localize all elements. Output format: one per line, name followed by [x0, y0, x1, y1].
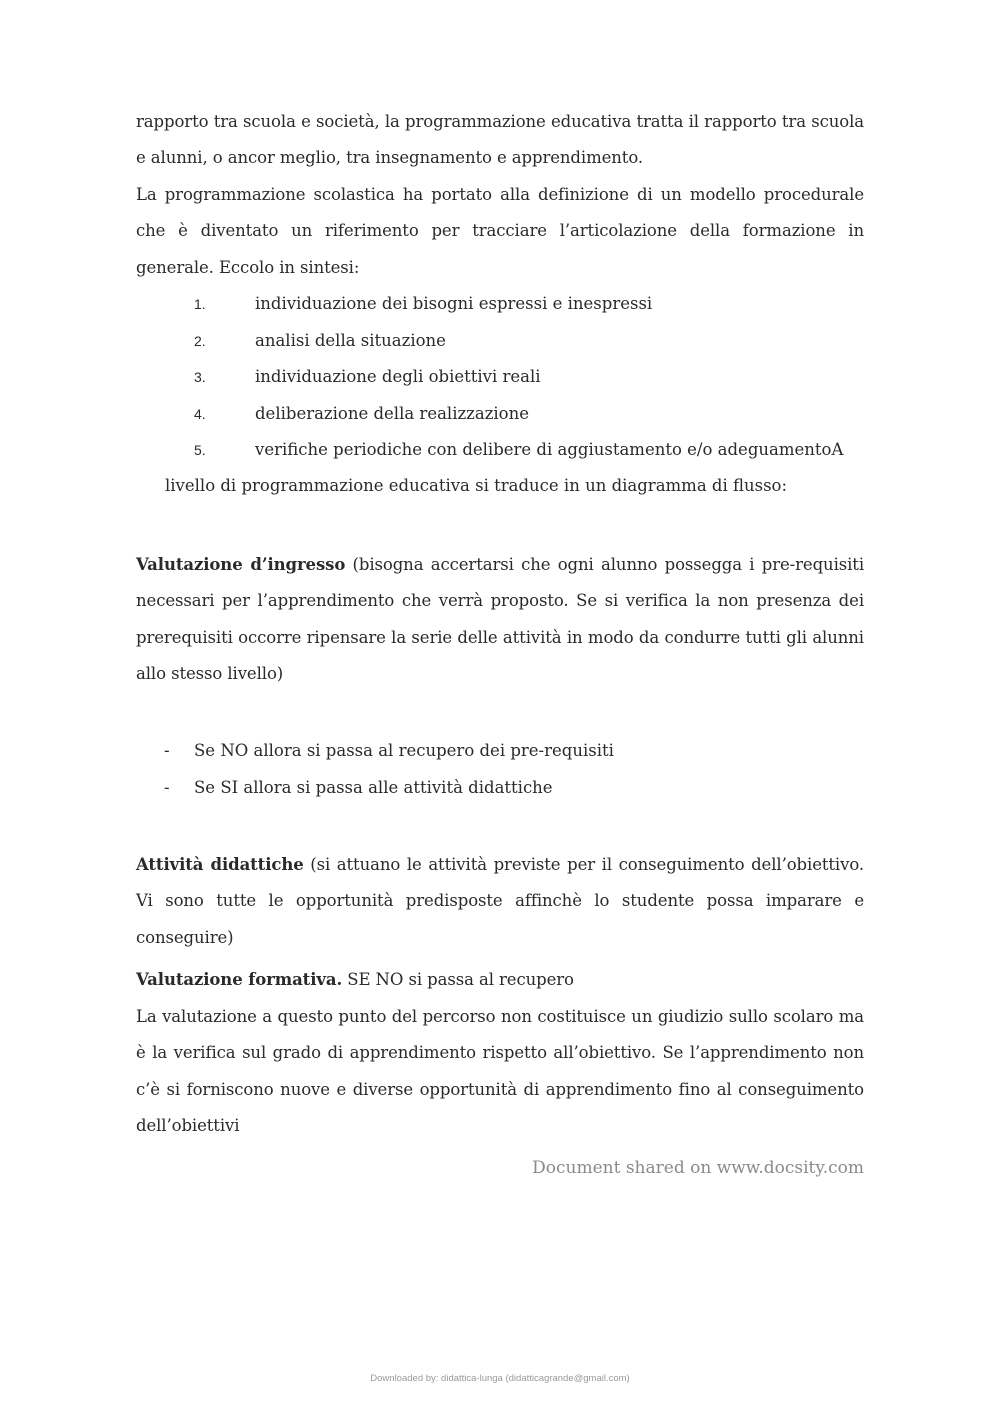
section-heading-valutazione-ingresso: Valutazione d’ingresso — [136, 555, 346, 574]
list-item-number: 4. — [194, 405, 206, 422]
procedure-steps-list — [136, 286, 864, 469]
list-item-text: analisi della situazione — [255, 330, 446, 350]
section-heading-attivita-didattiche: Attività didattiche — [136, 855, 304, 874]
download-footer: Downloaded by: didattica-lunga (didatticagrande@gmail.com) — [370, 1373, 630, 1384]
dash-bullet: - — [164, 741, 170, 760]
section-body-valutazione-formativa: SE NO si passa al recupero — [342, 970, 574, 989]
docsity-watermark: Document shared on www.docsity.com — [532, 1158, 864, 1178]
list-item-number: 5. — [194, 442, 206, 459]
list-item — [136, 732, 864, 769]
paragraph-attivita-didattiche — [136, 847, 864, 956]
branch-list — [136, 732, 864, 806]
flow-diagram-intro: livello di programmazione educativa si traduce in un diagramma di flusso: — [165, 476, 788, 495]
list-item-text: deliberazione della realizzazione — [255, 403, 529, 423]
paragraph-valutazione-formativa — [136, 962, 864, 998]
list-item — [136, 396, 864, 433]
list-item — [136, 323, 864, 360]
paragraph-model: La programmazione scolastica ha portato alla definizione di un modello procedurale che è diventato un riferimento per tracciare l’articolazione della formazione in generale. Eccolo in sintesi: — [136, 185, 864, 277]
section-heading-valutazione-formativa: Valutazione formativa. — [136, 970, 343, 989]
list-item — [136, 769, 864, 806]
paragraph-valutazione-detail: La valutazione a questo punto del percorso non costituisce un giudizio sullo scolaro ma è la verifica sul grado di apprendimento rispetto all’obiettivo. Se l’apprendimento non c’è si forniscono nuove e diverse opportunità di apprendimento fino al conseguimento dell’obiettivi — [136, 1007, 864, 1135]
paragraph-valutazione-ingresso — [136, 547, 864, 692]
list-item-number: 2. — [194, 332, 206, 349]
list-item-number: 3. — [194, 369, 206, 386]
list-item-text: individuazione dei bisogni espressi e inespressi — [255, 294, 653, 313]
list-item — [136, 359, 864, 396]
list-item — [136, 432, 864, 469]
list-item-text: Se NO allora si passa al recupero dei pre-requisiti — [194, 741, 614, 760]
paragraph-intro: rapporto tra scuola e società, la programmazione educativa tratta il rapporto tra scuola e alunni, o ancor meglio, tra insegnamento e apprendimento. — [136, 112, 864, 168]
dash-bullet: - — [164, 778, 170, 797]
section-body-attivita-didattiche: (si attuano le attività previste per il conseguimento dell’obiettivo. Vi sono tutte le opportunità predisposte affinchè lo studente possa imparare e conseguire) — [136, 855, 865, 947]
list-item-text: individuazione degli obiettivi reali — [255, 367, 541, 387]
section-body-valutazione-ingresso: (bisogna accertarsi che ogni alunno possegga i pre-requisiti necessari per l’apprendimento che verrà proposto. Se si verifica la non presenza dei prerequisiti occorre ripensare la serie delle attività in modo da condurre tutti gli alunni allo stesso livello) — [136, 555, 864, 683]
list-item-text: Se SI allora si passa alle attività didattiche — [194, 778, 553, 797]
list-item-text: verifiche periodiche con delibere di aggiustamento e/o adeguamentoA — [255, 440, 844, 460]
list-item — [136, 286, 864, 323]
list-item-number: 1. — [194, 296, 206, 312]
